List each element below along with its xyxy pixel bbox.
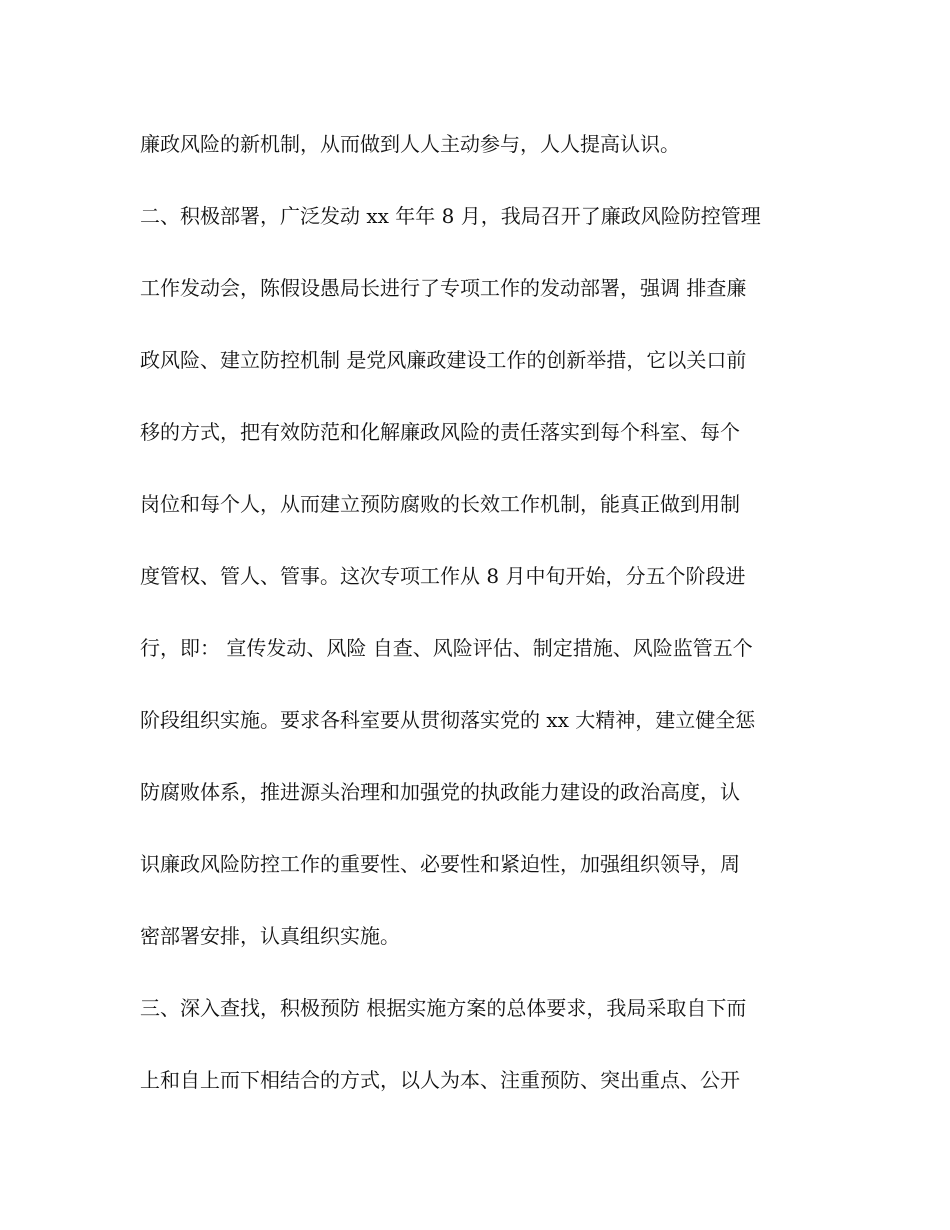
text-line: 政风险、建立防控机制 是党风廉政建设工作的创新举措，它以关口前 bbox=[140, 348, 747, 372]
text-line: 廉政风险的新机制，从而做到人人主动参与，人人提高认识。 bbox=[140, 132, 680, 156]
text-line: 行，即： 宣传发动、风险 自查、风险评估、制定措施、风险监管五个 bbox=[140, 636, 753, 660]
text-line: 阶段组织实施。要求各科室要从贯彻落实党的 xx 大精神，建立健全惩 bbox=[140, 708, 756, 732]
text-line: 识廉政风险防控工作的重要性、必要性和紧迫性，加强组织领导，周 bbox=[140, 852, 740, 876]
document-body bbox=[140, 124, 820, 1132]
text-line: 移的方式，把有效防范和化解廉政风险的责任落实到每个科室、每个 bbox=[140, 420, 740, 444]
text-line: 工作发动会，陈假设愚局长进行了专项工作的发动部署，强调 排查廉 bbox=[140, 276, 747, 300]
text-line: 密部署安排，认真组织实施。 bbox=[140, 924, 400, 948]
text-line: 度管权、管人、管事。这次专项工作从 8 月中旬开始，分五个阶段进 bbox=[140, 564, 746, 588]
text-line: 二、积极部署，广泛发动 xx 年年 8 月，我局召开了廉政风险防控管理 bbox=[140, 204, 761, 228]
text-line: 岗位和每个人，从而建立预防腐败的长效工作机制，能真正做到用制 bbox=[140, 492, 740, 516]
text-line: 上和自上而下相结合的方式，以人为本、注重预防、突出重点、公开 bbox=[140, 1068, 740, 1092]
text-line: 三、深入查找，积极预防 根据实施方案的总体要求，我局采取自下而 bbox=[140, 996, 747, 1020]
text-line: 防腐败体系，推进源头治理和加强党的执政能力建设的政治高度，认 bbox=[140, 780, 740, 804]
